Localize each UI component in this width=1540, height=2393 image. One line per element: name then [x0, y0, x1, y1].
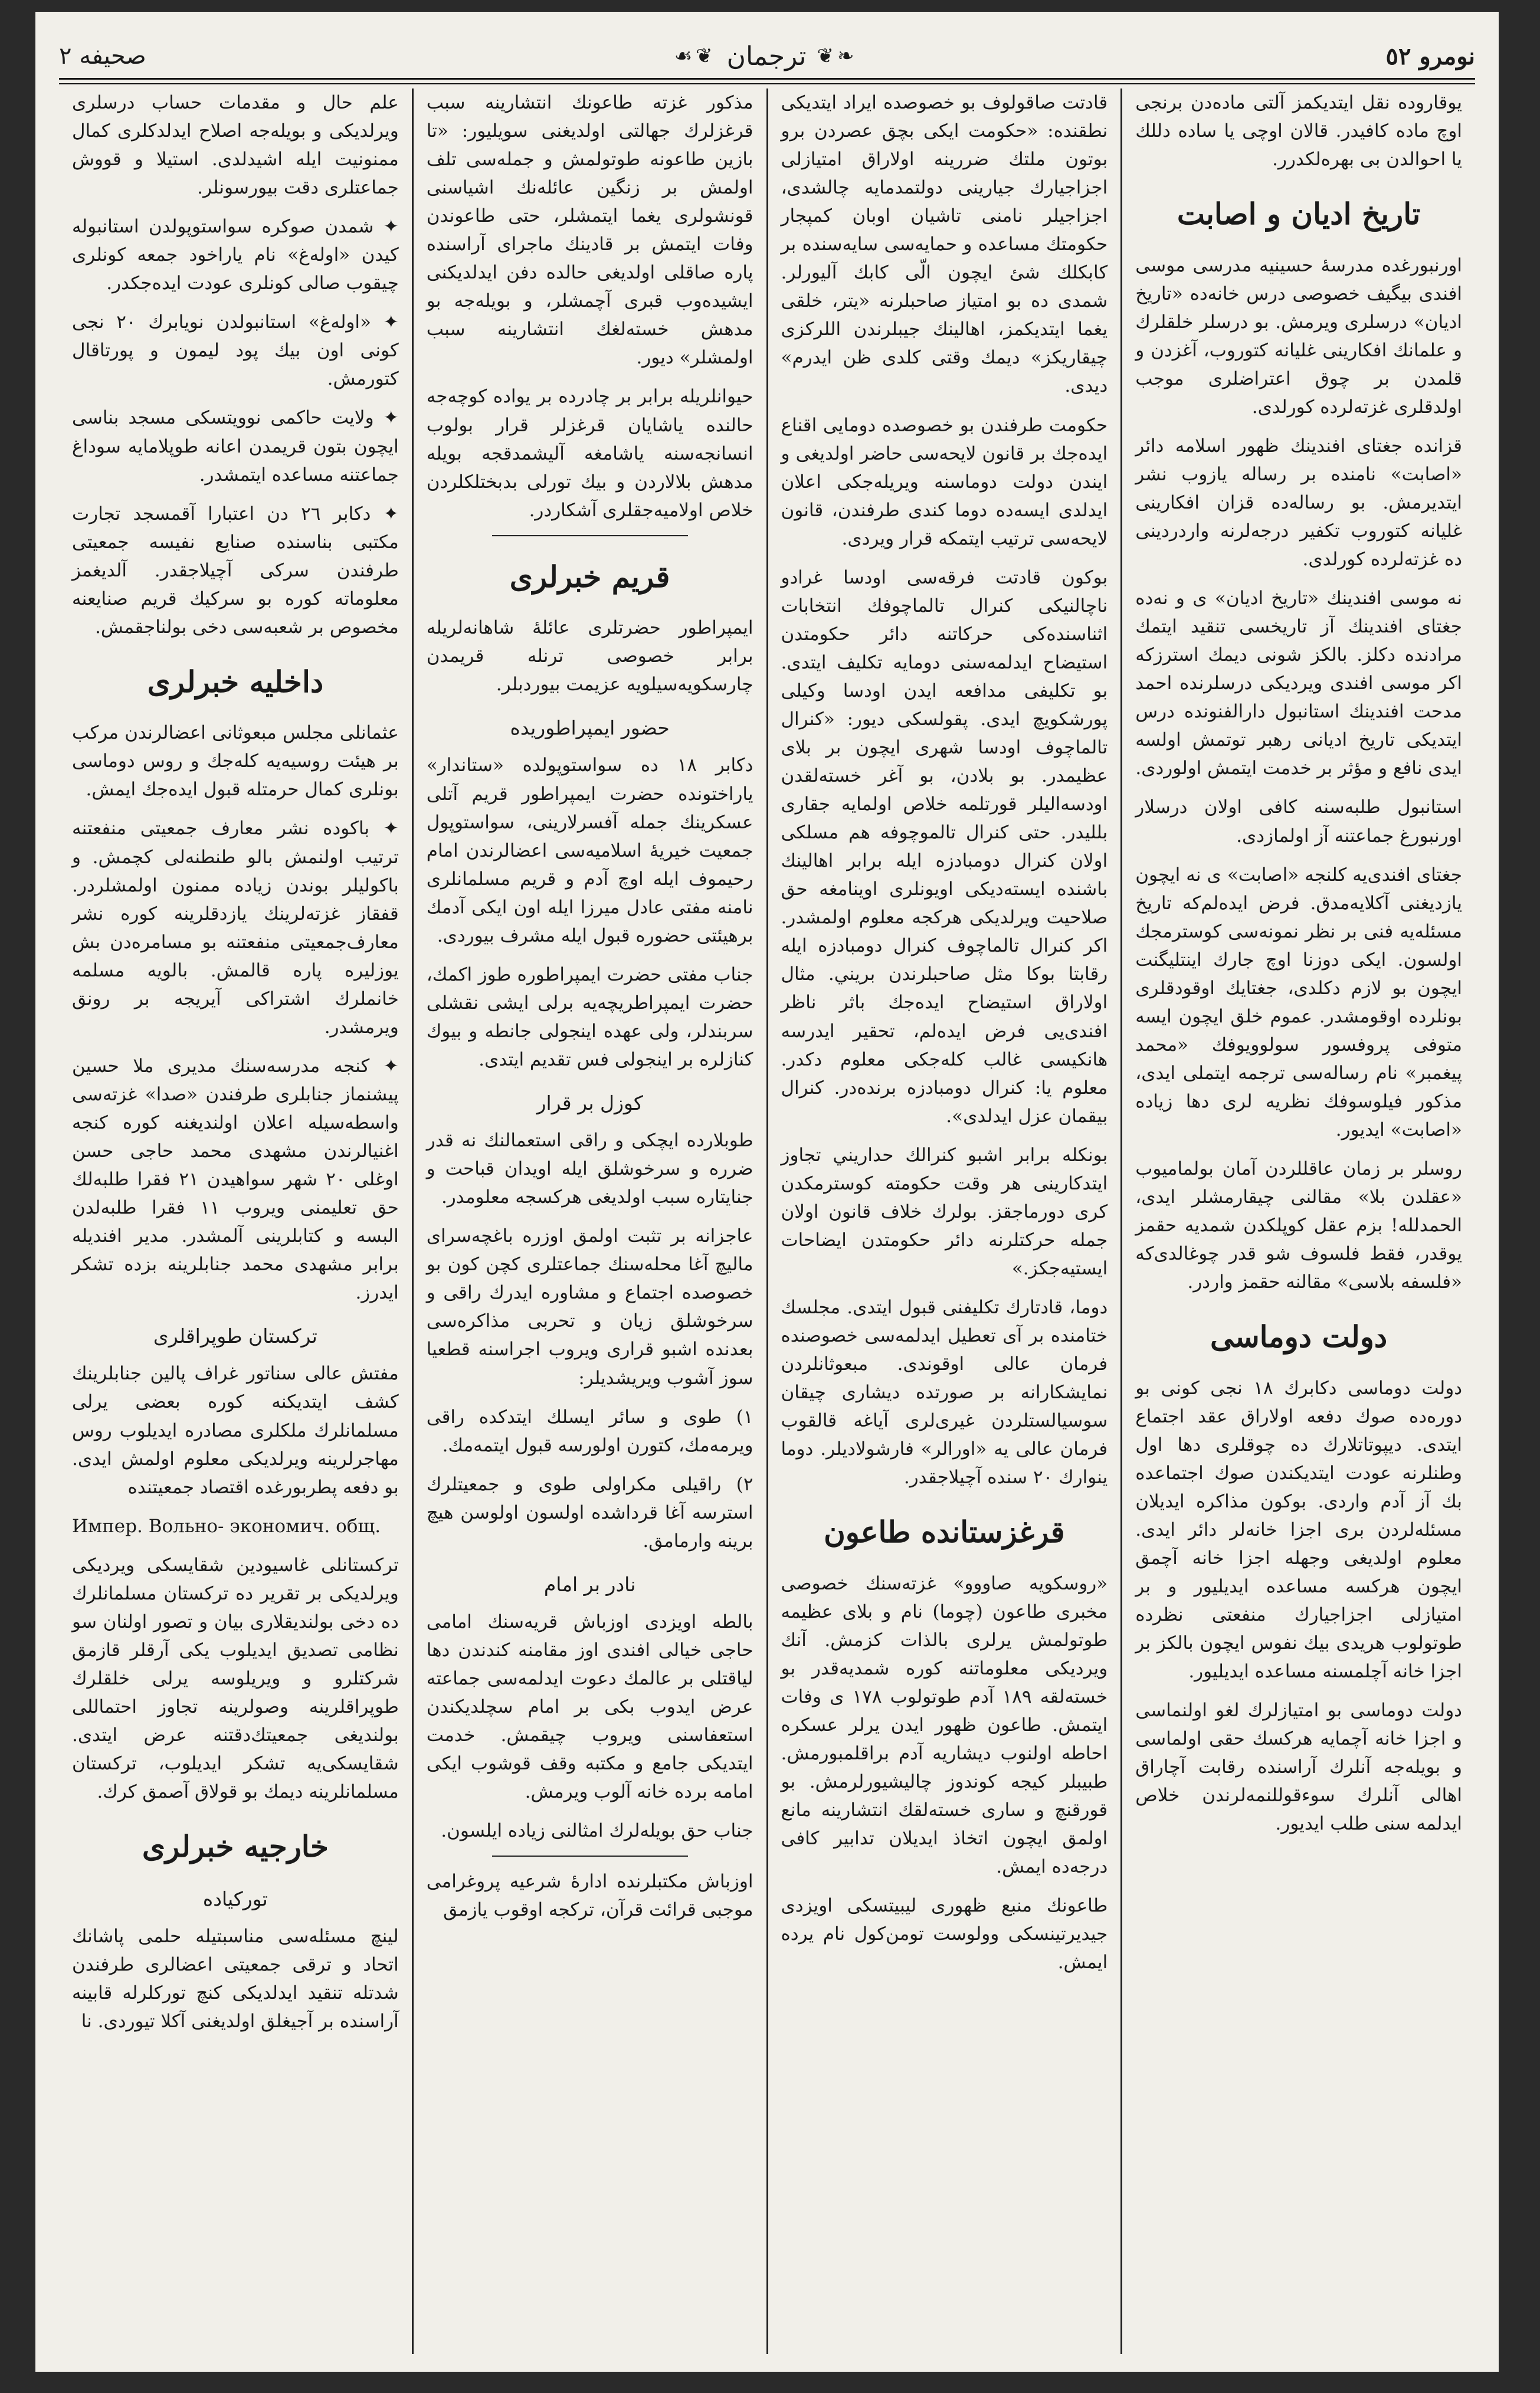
paragraph: قزانده جغتاى افندينك ظهور اسلامه دائر «اصابت» نامنده بر رساله يازوب نشر ايتديرمش. بو رساله‌ده قزان افكارينى غليانه كتوروب تكفير درجه‌لرنه واردردينى ده غزته‌لرده كورلدى. [1135, 435, 1462, 571]
paragraph: يوقاروده نقل ايتديكمز آلتى ماده‌دن برنجى اوچ ماده كافيدر. قالان اوچى يا ساده دللك يا احوالدن بى بهره‌لكدرر. [1135, 92, 1462, 171]
column-3 [412, 88, 766, 2354]
paragraph: مذكور غزته طاعونك انتشارينه سبب قرغزلرك جهالتى اولديغنى سويليور: «تا بازين طاعونه طوتولمش و جمله‌سى تلف اولمش بر زنگين عائله‌نك اشياسنى قونشولرى يغما ايتمشلر، حتى طاعوندن وفات ايتمش بر قادينك ماجراى آراسنده پاره صاقلى اولديغى حالده دفن ايدلديكنى ايشيده‌وب قبرى آچمشلر، و بويله‌جه بو مدهش خسته‌لغك انتشارينه سبب اولمشلر» ديور. [426, 92, 753, 369]
section-heading: تاريخ اديان و اصابت [1177, 196, 1421, 232]
paragraph: بونكله برابر اشبو كنرالك حداريني تجاوز ايتدكارينى هر وقت حكومته كوسترمكدن كرى دورماجقز. بولرك خلاف قانون اولان جمله حركتلرنه دائر حكومتدن ايضاحات ايستيه‌جكز.» [781, 1144, 1108, 1279]
paragraph: نه موسى افندينك «تاريخ اديان» ى و نه‌ده جغتاى افندينك آز تاريخسى تنقيد ايتمك مرادنده دكلز. بالكز شونى ديمك استرزكه اكر موسى افندى ويرديكى درسلرنده احمد مدحت افندينك استانبول دارالفنونده درس ايتديكى تاريخ اديانى رهبر توتمش اولسه ايدى نافع و مؤثر بر خدمت ايتمش اولوردى. [1135, 588, 1462, 779]
column-4 [59, 88, 412, 2354]
russian-society-name: Импер. Вольно- экономич. общ. [72, 1515, 381, 1537]
paragraph: استانبول طلبه‌سنه كافى اولان درسلار اورنبورغ جماعتنه آز اولمازدى. [1135, 796, 1462, 847]
paragraph: ✦ «اولەغ» استانبولدن نويابرك ٢٠ نجى كونى اون بيك پود ليمون و پورتاقال كتورمش. [72, 312, 399, 390]
paragraph: ٢) راقيلى مكراولى طوى و جمعيتلرك استرسه آغا قرداشده اولسون اولوسن هيچ برينه وارمامق. [426, 1473, 753, 1552]
paragraph: جناب حق بويله‌لرك امثالنى زياده ايلسون. [441, 1820, 753, 1842]
newspaper-page [35, 12, 1499, 2372]
page-header [59, 35, 1475, 77]
paragraph: عاجزانه بر تثبت اولمق اوزره باغچه‌سراى ماليچ آغا محله‌سنك جماعتلرى كچن كون بو خصوصده اجتماع و مشاوره ايدرك راقى و سرخوشلق زيان و تحربى مذاكره‌سى بعدنده اشبو قرارى ويروب اجرا‌سنه قطعيا سوز آشوب ويريشديلر: [426, 1225, 753, 1389]
paragraph: «روسكويه صاووو» غزته‌سنك خصوصى مخبرى طاعون (چوما) نام و بلاى عظيمه طوتولمش يرلرى بالذات كزمش. آنك ويرديكى معلوماتنه كوره شمديه‌قدر بو خسته‌لقه ١٨٩ آدم طوتولوب ١٧٨ ى وفات ايتمش. طاعون ظهور ايدن يرلر عسكره احاطه اولنوب ديشاريه آدم براقلمبورمش. طبيبلر كيجه كوندوز چاليشيورلرمش. بو قورقنچ و سارى خسته‌لقك انتشارينه مانع اولمق ايچون اتخاذ ايديلان تدابير كافى درجه‌ده ايمش. [781, 1572, 1108, 1878]
paragraph: ✦ باكوده نشر معارف جمعيتى منفعتنه ترتيب اولنمش بالو طنطنه‌لى كچمش. و باكوليلر بوندن زياده ممنون اولمشلردر. قفقاز غزته‌لرينك يازدقلرينه كوره نشر معارف‌جمعيتى منفعتنه بو مسامره‌دن بش يوزليره پاره قالمش. بالويه مسلمه خانملرك اشتراكى آيريجه بر رونق ويرمشدر. [72, 818, 399, 1038]
section-heading: خارجيه خبرلرى [142, 1829, 329, 1864]
paragraph: ✦ كنجه مدرسه‌سنك مديرى ملا حسين پيشنماز جنابلرى طرفندن «صدا» غزته‌سى واسطه‌سيله اعلان اولنديغنه كوره كنجه اغنيالرندن مشهدى محمد حاجى حسن اوغلى ٢٠ شهر سواهيدن ٢١ فقرا طلبه‌لك حق تعليمنى ويروب ١١ فقرا طلبه‌لدن البسه و كتابلرينى آلمشدر. مدير افنديله برابر مشهدى محمد جنابلرينه بزده تشكر ايدرز. [72, 1055, 399, 1304]
paragraph: ✦ دكابر ٢٦ دن اعتبارا آقمسجد تجارت مكتبى بناسنده صنايع نفيسه جمعيتى طرفندن سركى آچيلاجقدر. آلديغمز معلوماته كوره بو سركيك قريم صنايعنه مخصوص بر شعبه‌سى دخى بولناجقمش. [72, 503, 399, 638]
paragraph: حيوانلريله برابر بر چادرده بر يواده كوچه‌جه حالنده ياشايان قرغزلر قرار بولوب انسانجه‌سنه ياشامغه آليشمدقجه بويله مدهش بلالاردن و بيك تورلى بدبختلكلردن خلاص اولاميه‌جقلرى آشكاردر. [426, 386, 753, 521]
paragraph: ايمپراطور حضرتلرى عائلهٔ شاهانه‌لريله برابر خصوصى ترنله قريمدن چارسكويه‌سيلويه عزيمت بيوردبلر. [426, 617, 753, 696]
section-heading: داخليه خبرلرى [147, 664, 324, 699]
ornament-icon: ❦☙ [674, 44, 716, 68]
subheading: نادر بر امام [543, 1572, 636, 1596]
subheading: حضور ايمپراطوريده [510, 716, 670, 740]
paragraph: اوزباش مكتبلرنده ادارهٔ شرعيه پروغرامى موجبى قرائت قرآن، تركجه اوقوب يازمق [426, 1871, 753, 1921]
masthead-title [674, 41, 858, 71]
paragraph: ✦ شمدن صوكره سواستوپولدن استانبوله كيدن «اولەغ» نام ياراخود جمعه كونلرى چيقوب صالى كونلرى عودت ايده‌جكدر. [72, 216, 399, 294]
paragraph: حكومت طرفندن بو خصوصده دومايى اقناع ايده‌جك بر قانون لايحه‌سى حاضر اولديغى و ايندن دولت دوماسنه ويريله‌جكى اعلان ايدلدى ايسه‌ده دوما كندى طرفندن، قانون لايحه‌سى ترتيب ايتمكه قرار ويردى. [781, 414, 1108, 549]
column-2 [766, 88, 1121, 2354]
issue-number: نومرو ٥٢ [1385, 42, 1475, 70]
divider [492, 535, 688, 536]
paragraph: طاعونك منبع ظهورى ليبيتسكى اويزدى جيديرتينسكى وولوست تومن‌كول نام يرده ايمش. [781, 1895, 1108, 1974]
paragraph: مفتش عالى سناتور غراف پالين جنابلرينك كشف ايتديكنه كوره بعضى يرلى مسلمانلرك ملكلرى مصادره ايديلوب روس مهاجرلرينه ويرلديكى معلوم اولمش ايدى. بو دفعه پطربورغده اقتصاد جمعيتنده [72, 1363, 399, 1498]
paragraph: ١) طوى و سائر ايسلك ايتدكده راقى ويرمه‌مك، كتورن اولورسه قبول ايتمه‌مك. [426, 1406, 753, 1456]
paragraph: دولت دوماسى دكابرك ١٨ نجى كونى بو دوره‌ده صوك دفعه اولاراق عقد اجتماع ايتدى. ديپوتاتلارك ده چوقلرى دها اول وطنلرنه عودت ايتديكندن صوك اجتماعده بك آز آدم واردى. بوكون مذاكره ايديلان مسئله‌لردن برى اجزا خانه‌لر دائر ايدى. معلوم اولديغى وجهله اجزا خانه آچمق ايچون هركسه مساعده ايديليور و بر امتيازلى اجزاجيارك منفعتى نظرده طوتولوب هريدى بيك نفوس ايچون بالكز بر اجزا خانه آچلمسنه مساعده ايديليور. [1135, 1377, 1463, 1683]
paragraph: بالطه اويزدى اوزباش قريه‌سنك امامى حاجى خيالى افندى اوز مقامنه كندندن دها لياقتلى بر عالمك دعوت ايدلمه‌سى جماعته عرض ايدوب بكى بر امام سچلديكندن استعفاسنى ويروب چيقمش. خدمت ايتديكى جامع و مكتبه وقف قوشوب ايكى امامه برده خانه آلوب ويرمش. [426, 1611, 753, 1803]
paragraph: دكابر ١٨ ده سواستوپولده «ستاندار» ياراختونده حضرت ايمپراطور قريم آتلى عسكرينك جمله آفسرلارينى، سواستوپول جمعيت خيريهٔ اسلاميه‌سى اعضالرندن امام رحيموف ايله اوچ آدم و قريم مسلمانلرى نامنه مفتى عادل ميرزا ايله اون ايكى آدمك برهيئتى حضوره قبول ايله مشرف بيوردى. [426, 755, 753, 946]
paragraph: دولت دوماسى بو امتيازلرك لغو اولنماسى و اجزا خانه آچمايه هركسك حقى اولماسى و بويله‌جه آنلرك آراسنده رقابت آچاراق اهالى آنلرك سوءقوللنمه‌لرندن خلاص ايدلمه سنى طلب ايديور. [1135, 1700, 1462, 1835]
section-heading: قرغزستانده طاعون [824, 1515, 1065, 1550]
subheading: تركستان طوپراقلرى [153, 1325, 317, 1348]
paragraph: طوبلارده ايچكى و راقى استعمالنك نه قدر ضرره و سرخوشلق ايله اويدان قباحت و جنايتاره سبب اولديغى هركسجه معلومدر. [426, 1130, 753, 1208]
masthead-text: ترجمان [726, 41, 807, 71]
paragraph: دوما، قادتارك تكليفنى قبول ايتدى. مجلسك ختامنده بر آى تعطيل ايدلمه‌سى خصوصنده فرمان عالى اوقوندى. مبعوثانلردن نمايشكارانه بر صورتده ديشارى چيقان سوسيالستلردن غيرى‌لرى آياغه قالقوب فرمان عالى يه «اورالر» فارشولاديلر. دوما ينوارك ٢٠ سنده آچيلاجقدر. [781, 1296, 1108, 1489]
paragraph: قادتت صاقولوف بو خصوصده ايراد ايتديكى نطقنده: «حكومت ايكى بچق عصردن برو بوتون ملتك ضررينه اولاراق امتيازلى اجزاجيارك جيارينى دولتمدمايه چالشدى، اجزاجيلر نامنى تاشيان اوبان كمپجار حكومتك مساعده و حمايه‌سى سايه‌سنده بر كابكلك شئ ايچون الّى كابك آليورلر. شمدى ده بو امتياز صاحبلرنه «يتر، خلقى يغما ايتديكمز، اهالينك جيبلرندن اللركزى چيقاريكز» ديمك وقتى كلدى ظن ايدرم» ديدى. [781, 92, 1108, 397]
paragraph: جغتاى افندى‌يه كلنجه «اصابت» ى نه ايچون يازديغنى آكلايه‌مدق. فرض ايده‌لم‌كه تاريخ مسئله‌يه فنى بر نظر نمونه‌سى كوسترمجك اولسون. ايكى دوزنا اوچ جارك اينتليگنت ايچون بو لازم دكلدى، جغتايك اوقودقلرى بونلرده اوقومشدر. عموم خلق ايچون ايسه متوفى پروفسور سولوويوفك «محمد پيغمبر» نام رساله‌سى ترجمه ايتملى ايدى، مذكور فيلوسوفك نظريه لرى دها زياده «اصابت» ايديور. [1135, 864, 1462, 1140]
subheading: توركياده [202, 1887, 268, 1910]
divider [492, 1856, 688, 1857]
paragraph: تركستانلى غاسيودين شقايسكى ويرديكى ويرلديكى بر تقرير ده تركستان مسلمانلرك ده دخى بولنديقلارى بيان و تصور اولنان سو نظامى تصديق ايديلوب يكى آرقلر قازمق شركتلرو و ويريلوسه يرلى خلقلرك طوپراقلرينه وصولرينه تجاوز احتماللى بولنديغى جمعيتك‌دقتنه عرض ايتدى. شقايسكى‌يه تشكر ايديلوب، تركستان مسلمانلرينه ديمك بو قولاق آصمق كرك. [72, 1554, 399, 1803]
paragraph: علم حال و مقدمات حساب درسلرى ويرلديكى و بويله‌جه اصلاح ايدلدكلرى كمال ممنونيت ايله اشيدلدى. استيلا و قووش جماعتلرى دقت بيورسونلر. [72, 92, 399, 199]
page-number: صحيفه ٢ [59, 42, 146, 70]
section-heading: قريم خبرلرى [509, 559, 670, 594]
paragraph: جناب مفتى حضرت ايمپراطوره طوز اكمك، حضرت ايمپراطريچه‌يه برلى ايشى نقشلى سربندلر، ولى عهده اينجولى جانطه و بيوك كنازلره بر اينجولى فس تقديم ايتدى. [426, 963, 753, 1070]
paragraph: بوكون قادتت فرقه‌سى اودسا غرادو ناچالنيكى كنرال تالماچوفك انتخابات اثناسنده‌كى حركاتنه دائر حكومتدن استيضاح ايدلمه‌سنى دومايه تكليف ايتدى. بو تكليفى مدافعه ايدن اودسا وكيلى پورشكويچ ايدى. پقولسكى ديور: «كنرال تالماچوف اودسا شهرى ايچون بر بلاى عظيمدر. بو بلادن، بو آغر خسته‌لقدن اودسه‌اليلر قورتلمه خلاص اولمايه جقارى بلليدر. حتى كنرال تالموچوفه هم مسلكى اولان كنرال دومبادزه ايله برابر اهالينك باشنده ايسته‌ديكى اويونلرى اوينامغه حق صلاحيت ويرلديكى هركجه معلوم اولمشدر. اكر كنرال تالماچوف كنرال دومبادزه ايله رقابتا بوكا مثل صاحبلرندن بريني. مثال اولاراق استيضاح ايده‌جك باثر ناظر افندى‌يى فرض ايده‌لم، تحقير ايدرسه هانكيسى غالب كله‌جكى معلوم دكدر. معلوم يا: كنرال دومبادزه برنده‌در. كنرال بيقمان عزل ايدلدى». [781, 566, 1108, 1127]
ornament-icon: ❧❦ [817, 44, 858, 68]
columns [59, 88, 1475, 2354]
paragraph: لينچ مسئله‌سى مناسبتيله حلمى پاشانك اتحاد و ترقى جمعيتى اعضالرى طرفندن شدتله تنقيد ايدلديكى كنچ توركلرله قابينه آراسنده بر آجيغلق اولديغنى آكلا تيوردى. نا [72, 1925, 399, 2032]
paragraph: اورنبورغده مدرسهٔ حسينيه مدرسى موسى افندى بيگيف خصوصى درس خانه‌ده «تاريخ اديان» درسلرى ويرمش. بو درسلر خلقلرك و علمانك افكارينى غليانه كتوروب، آغزدن و قلمدن بر چوق اعتراضلرى موجب اولدقلرى غزته‌لرده كورلدى. [1135, 254, 1462, 418]
subheading: كوزل بر قرار [536, 1091, 643, 1114]
paragraph: ✦ ولايت حاكمى نوويتسكى مسجد بناسى ايچون بتون قريمدن اعانه طوپلامايه سوداغ جماعتنه مساعده ايتمشدر. [72, 407, 399, 486]
paragraph: عثمانلى مجلس مبعوثانى اعضالرندن مركب بر هيئت روسيه‌يه كله‌جك و روس دوماسى بونلرى كمال حرمتله قبول ايده‌جك ايمش. [72, 722, 399, 801]
column-1 [1120, 88, 1475, 2354]
section-heading: دولت دوماسى [1210, 1319, 1388, 1355]
header-rule [59, 78, 1475, 84]
paragraph: روسلر بر زمان عاقللردن آمان بولماميوب «عقلدن بلا» مقالنى چيقارمشلر ايدى، الحمدلله! بزم عقل كوپلكدن شمديه حقمز يوقدر، فقط فلسوف شو قدر چوغالدى‌كه «فلسفه بلاسى» مقالنه حقمز واردر. [1135, 1158, 1462, 1293]
